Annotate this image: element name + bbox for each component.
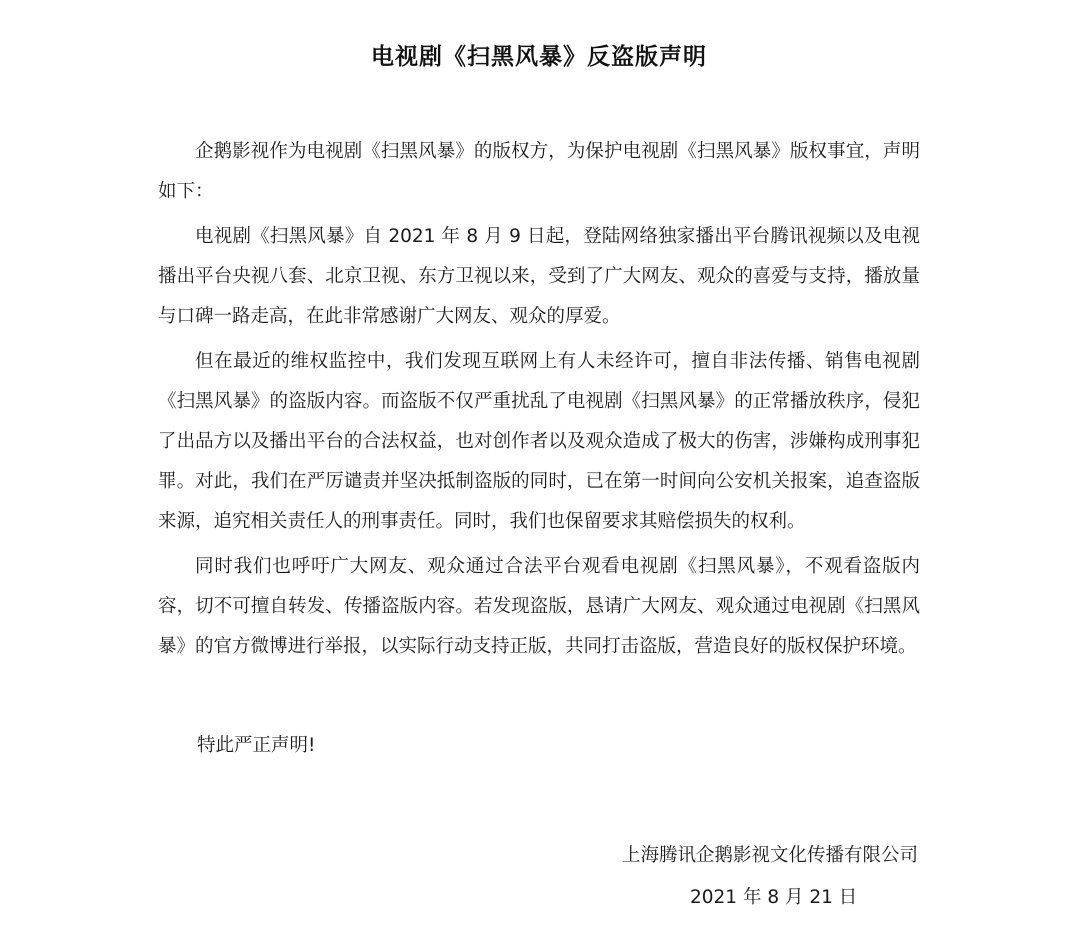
signature-company: 上海腾讯企鹅影视文化传播有限公司 (621, 845, 918, 866)
paragraph-broadcast: 电视剧《扫黑风暴》自 2021 年 8 月 9 日起，登陆网络独家播出平台腾讯视频以及电视播出平台央视八套、北京卫视、东方卫视以来，受到了广大网友、观众的喜爱与支持，播放量与口碑一路走高，在此非常感谢广大网友、观众的厚爱。 (158, 226, 920, 327)
paragraph-intro: 企鹅影视作为电视剧《扫黑风暴》的版权方，为保护电视剧《扫黑风暴》版权事宜，声明如下： (158, 141, 920, 202)
paragraph-piracy: 但在最近的维权监控中，我们发现互联网上有人未经许可，擅自非法传播、销售电视剧《扫黑风暴》的盗版内容。而盗版不仅严重扰乱了电视剧《扫黑风暴》的正常播放秩序，侵犯了出品方以及播出平台的合法权益，也对创作者以及观众造成了极大的伤害，涉嫌构成刑事犯罪。对此，我们在严厉谴责并坚决抵制盗版的同时，已在第一时间向公安机关报案，追查盗版来源，追究相关责任人的刑事责任。同时，我们也保留要求其赔偿损失的权利。 (158, 351, 920, 532)
document-body (158, 132, 920, 672)
signature-date: 2021 年 8 月 21 日 (690, 887, 858, 908)
paragraph-appeal: 同时我们也呼吁广大网友、观众通过合法平台观看电视剧《扫黑风暴》，不观看盗版内容，切不可擅自转发、传播盗版内容。若发现盗版，恳请广大网友、观众通过电视剧《扫黑风暴》的官方微博进行举报，以实际行动支持正版，共同打击盗版，营造良好的版权保护环境。 (158, 556, 920, 657)
closing-statement: 特此严正声明! (197, 735, 316, 756)
document-title: 电视剧《扫黑风暴》反盗版声明 (371, 44, 707, 70)
